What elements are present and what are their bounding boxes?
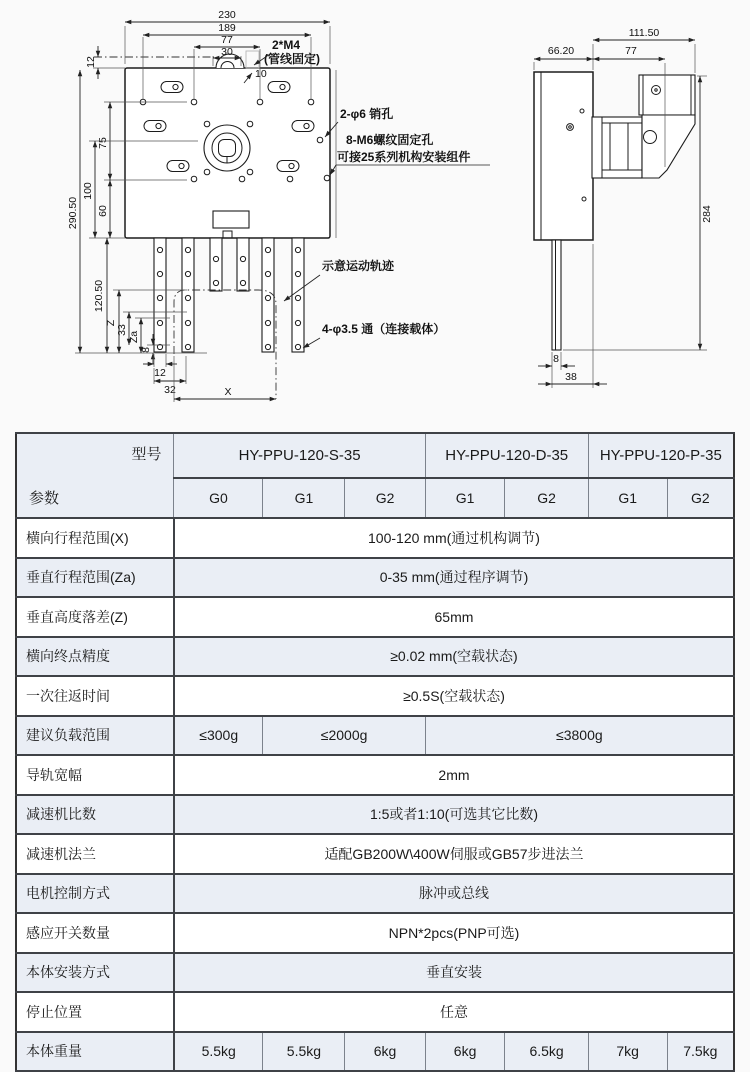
- row-value: 任意: [174, 992, 734, 1032]
- dim-za-label: Za: [128, 330, 140, 344]
- row-label: 减速机法兰: [16, 834, 174, 874]
- gear-col-header: G2: [505, 478, 588, 518]
- table-row: [16, 795, 734, 835]
- table-row: [16, 834, 734, 874]
- row-label: 一次往返时间: [16, 676, 174, 716]
- table-row: [16, 716, 734, 756]
- side-motor-assembly: [592, 75, 695, 178]
- dim-100-label: 100: [82, 182, 94, 200]
- row-label: 垂直行程范围(Za): [16, 558, 174, 598]
- row-value: ≤3800g: [425, 716, 734, 756]
- dim-8-side-label: 8: [553, 353, 559, 365]
- dim-10-label: 10: [255, 68, 267, 80]
- dim-66-20-label: 66.20: [547, 45, 575, 57]
- table-row: [16, 558, 734, 598]
- dim-60-label: 60: [97, 205, 109, 217]
- dim-8-label: 8: [140, 347, 152, 353]
- side-view: [534, 27, 713, 388]
- corner-model-label: 型号: [131, 446, 162, 463]
- table-row: [16, 1032, 734, 1072]
- row-label: 停止位置: [16, 992, 174, 1032]
- gear-col-header: G2: [667, 478, 734, 518]
- row-value: NPN*2pcs(PNP可选): [174, 913, 734, 953]
- row-label: 本体重量: [16, 1032, 174, 1072]
- note-pin-holes-label: 2-φ6 销孔: [340, 107, 394, 121]
- note-carrier-holes-label: 4-φ3.5 通（连接载体）: [322, 322, 446, 336]
- technical-drawing: [0, 0, 750, 430]
- dim-32-label: 32: [164, 384, 176, 396]
- gear-col-header: G1: [425, 478, 505, 518]
- model-s35-header: HY-PPU-120-S-35: [174, 433, 425, 478]
- side-strip: [552, 240, 561, 350]
- row-value: 6.5kg: [505, 1032, 588, 1072]
- row-value: ≤2000g: [263, 716, 425, 756]
- row-label: 垂直高度落差(Z): [16, 597, 174, 637]
- dim-12b-label: 12: [154, 367, 166, 379]
- row-value: 0-35 mm(通过程序调节): [174, 558, 734, 598]
- row-label: 本体安装方式: [16, 953, 174, 993]
- model-d35-header: HY-PPU-120-D-35: [425, 433, 588, 478]
- table-row: [16, 992, 734, 1032]
- table-row: [16, 913, 734, 953]
- dim-z-label: Z: [105, 319, 117, 327]
- note-trajectory-label: 示意运动轨迹: [322, 259, 395, 273]
- model-p35-header: HY-PPU-120-P-35: [588, 433, 734, 478]
- table-row: [16, 637, 734, 677]
- model-header-row: [16, 433, 734, 478]
- row-label: 建议负载范围: [16, 716, 174, 756]
- row-value: 6kg: [425, 1032, 505, 1072]
- arm-strips: [154, 238, 304, 352]
- row-label: 横向终点精度: [16, 637, 174, 677]
- row-value: 脉冲或总线: [174, 874, 734, 914]
- front-bottom-dimensions: [143, 354, 276, 402]
- table-row: [16, 874, 734, 914]
- dim-33-label: 33: [116, 324, 128, 336]
- dim-38-label: 38: [565, 371, 577, 383]
- row-value: 适配GB200W\400W伺服或GB57步进法兰: [174, 834, 734, 874]
- dim-111-50-label: 111.50: [628, 27, 660, 39]
- row-value: ≥0.02 mm(空载状态): [174, 637, 734, 677]
- gear-col-header: G2: [345, 478, 425, 518]
- dim-75-label: 75: [97, 137, 109, 149]
- table-row: [16, 518, 734, 558]
- row-value: 7kg: [588, 1032, 667, 1072]
- row-value: 65mm: [174, 597, 734, 637]
- side-body: [534, 72, 593, 240]
- center-hub: [204, 125, 250, 171]
- row-value: 1:5或者1:10(可选其它比数): [174, 795, 734, 835]
- gear-col-header: G1: [588, 478, 667, 518]
- front-view: [67, 9, 490, 402]
- dim-189-label: 189: [218, 22, 236, 34]
- row-value: 7.5kg: [667, 1032, 734, 1072]
- note-m4-label: 2*M4: [272, 38, 301, 52]
- table-row: [16, 755, 734, 795]
- note-m6-sub-label: 可接25系列机构安装组件: [337, 150, 471, 164]
- corner-param-label: 参数: [29, 490, 60, 507]
- table-row: [16, 676, 734, 716]
- gear-col-header: G1: [263, 478, 345, 518]
- row-value: ≤300g: [174, 716, 263, 756]
- dim-290-50-label: 290.50: [67, 196, 79, 230]
- dim-77-label: 77: [221, 34, 233, 46]
- dim-120-50-label: 120.50: [93, 279, 105, 313]
- row-value: ≥0.5S(空载状态): [174, 676, 734, 716]
- row-label: 导轨宽幅: [16, 755, 174, 795]
- row-label: 减速机比数: [16, 795, 174, 835]
- row-value: 5.5kg: [174, 1032, 263, 1072]
- row-value: 垂直安装: [174, 953, 734, 993]
- table-row: [16, 597, 734, 637]
- gear-col-header: G0: [174, 478, 263, 518]
- note-m4-sub-label: (管线固定): [264, 52, 320, 66]
- dim-x-label: X: [224, 386, 232, 398]
- side-wedge: [642, 115, 695, 178]
- row-value: 100-120 mm(通过机构调节): [174, 518, 734, 558]
- corner-cell: [16, 433, 174, 518]
- arm-holes: [157, 247, 300, 349]
- row-value: 5.5kg: [263, 1032, 345, 1072]
- row-value: 6kg: [345, 1032, 425, 1072]
- dim-284-label: 284: [701, 205, 713, 223]
- row-label: 横向行程范围(X): [16, 518, 174, 558]
- spec-table: [15, 432, 735, 1072]
- table-row: [16, 953, 734, 993]
- row-value: 2mm: [174, 755, 734, 795]
- note-m6-holes-label: 8-M6螺纹固定孔: [346, 133, 434, 147]
- row-label: 电机控制方式: [16, 874, 174, 914]
- dim-30-label: 30: [221, 46, 233, 58]
- row-label: 感应开关数量: [16, 913, 174, 953]
- dim-77-side-label: 77: [625, 45, 637, 57]
- dim-230-label: 230: [218, 9, 236, 21]
- dim-12-label: 12: [85, 56, 97, 68]
